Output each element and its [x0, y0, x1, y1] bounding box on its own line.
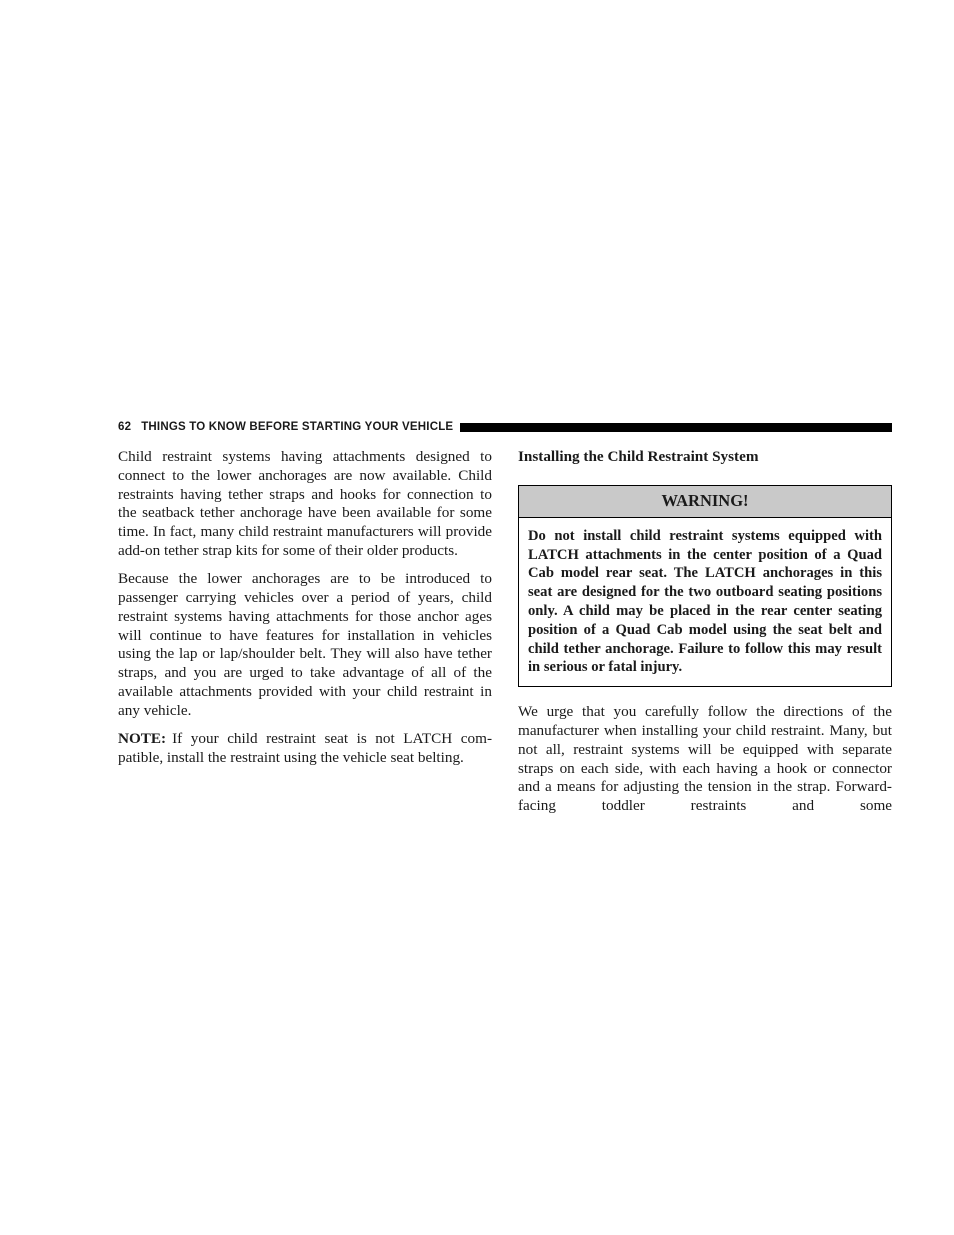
paragraph-introduction-period: Because the lower anchorages are to be introduced to passenger carrying vehicles over a period of years, child restraint systems having attachments for those anchor ages will continue to have features for installation in vehicles using the lap or lap/shoulder belt. They will also have tether straps, and you are urged to take advantage of all of the available attachments provided with your child restraint in any vehicle.: [118, 570, 492, 719]
note-label: NOTE:: [118, 730, 167, 748]
running-header: [118, 419, 892, 435]
right-column: [518, 448, 892, 825]
header-rule: [460, 423, 892, 432]
paragraph-lower-anchorages: Child restraint systems having attachments designed to connect to the lower anchorages are now available. Child restraints having tether straps and hooks for connection to the seatback tether anchorage have been available for some time. In fact, many child restraint manufacturers will provide add-on tether strap kits for some of their older products.: [118, 448, 492, 559]
warning-title: WARNING!: [519, 486, 891, 518]
section-heading: Installing the Child Restraint System: [518, 448, 759, 465]
running-title: THINGS TO KNOW BEFORE STARTING YOUR VEHICLE: [141, 421, 454, 433]
warning-body: Do not install child restraint systems equipped with LATCH attachments in the center position of a Quad Cab model rear seat. The LATCH anchorages in this seat are designed for the two outboard seating positions only. A child may be placed in the rear center seating position of a Quad Cab model using the seat belt and child tether anchorage. Failure to follow this may result in serious or fatal injury.: [528, 527, 882, 676]
left-column: [118, 448, 492, 777]
note-paragraph: [118, 730, 492, 768]
note-text: If your child restraint seat is not LATCH compatible, install the restraint using the vehicle seat belting.: [118, 730, 492, 766]
paragraph-installation-directions: We urge that you carefully follow the directions of the manufacturer when installing your child restraint. Many, but not all, restraint systems will be equipped with separate straps on each side, with each having a hook or connector and a means for adjusting the tension in the strap. Forward-facing toddler restraints and some: [518, 703, 892, 815]
page-number: 62: [118, 421, 132, 433]
warning-box: [518, 485, 892, 687]
